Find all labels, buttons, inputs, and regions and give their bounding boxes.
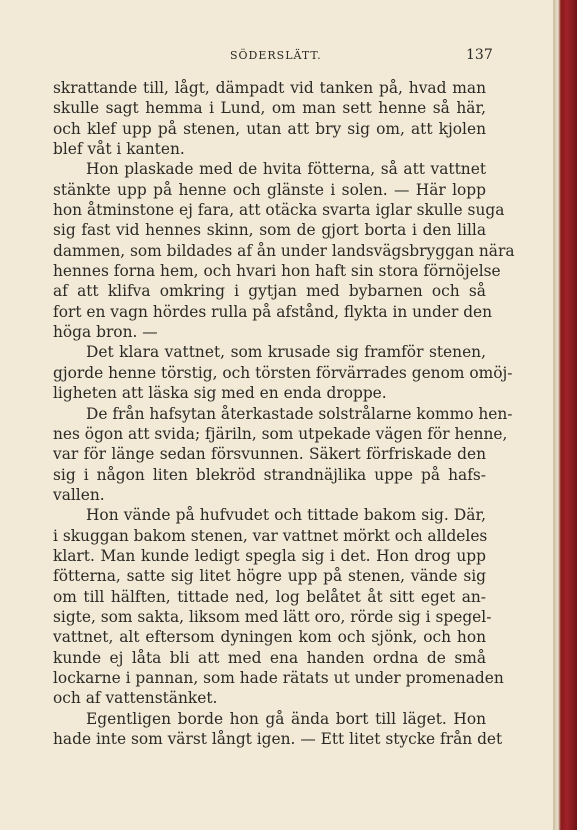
- text-line: var för länge sedan försvunnen. Säkert förfriskade den: [53, 445, 486, 464]
- text-line: af att klifva omkring i gytjan med bybarnen och så: [53, 282, 486, 301]
- text-line: stänkte upp på henne och glänste i solen. — Här lopp: [53, 180, 486, 199]
- body-text: [53, 78, 515, 749]
- page-number: 137: [466, 47, 493, 63]
- text-line: hon åtminstone ej fara, att otäcka svarta iglar skulle suga: [53, 201, 505, 220]
- running-head: SÖDERSLÄTT.: [230, 49, 322, 62]
- text-line: och af vattenstänket.: [53, 689, 218, 708]
- text-line: kunde ej låta bli att med ena handen ordna de små: [53, 648, 486, 667]
- text-line: hennes forna hem, och hvari hon haft sin stora förnöjelse: [53, 262, 501, 281]
- text-line: fort en vagn hördes rulla på afstånd, flykta in under den: [53, 302, 493, 321]
- text-line: höga bron. —: [53, 323, 158, 342]
- text-line: Det klara vattnet, som krusade sig framför stenen,: [86, 343, 486, 362]
- text-line: De från hafsytan återkastade solstrålarne kommo hen-: [86, 404, 513, 423]
- text-line: skrattande till, lågt, dämpadt vid tanken på, hvad man: [53, 79, 486, 97]
- text-line: hade inte som värst långt igen. — Ett litet stycke från det: [53, 730, 503, 748]
- book-binding: [555, 0, 577, 830]
- text-line: gjorde henne törstig, och törsten förvärrades genom omöj-: [53, 363, 513, 382]
- text-line: Hon plaskade med de hvita fötterna, så att vattnet: [86, 160, 486, 179]
- text-line: dammen, som bildades af ån under landsvägsbryggan nära: [53, 241, 515, 260]
- text-line: klart. Man kunde ledigt spegla sig i det. Hon drog upp: [53, 546, 486, 565]
- text-line: vattnet, alt eftersom dyningen kom och sjönk, och hon: [53, 628, 486, 647]
- text-line: sig fast vid hennes skinn, som de gjort borta i den lilla: [53, 221, 486, 240]
- text-line: om till hälften, tittade ned, log belåtet åt sitt eget an-: [53, 587, 486, 606]
- text-line: och klef upp på stenen, utan att bry sig om, att kjolen: [53, 119, 486, 138]
- text-line: i skuggan bakom stenen, var vattnet mörkt och alldeles: [53, 526, 488, 545]
- text-line: nes ögon att svida; fjäriln, som utpekade vägen för henne,: [53, 424, 508, 443]
- page-header: [0, 49, 555, 65]
- text-line: sigte, som sakta, liksom med lätt oro, rörde sig i spegel-: [53, 607, 492, 626]
- text-line: blef våt i kanten.: [53, 140, 185, 159]
- text-line: Egentligen borde hon gå ända bort till läget. Hon: [86, 709, 486, 728]
- text-line: lockarne i pannan, som hade rätats ut under promenaden: [53, 668, 504, 687]
- text-line: vallen.: [53, 485, 105, 504]
- text-line: Hon vände på hufvudet och tittade bakom sig. Där,: [86, 506, 486, 525]
- text-line: fötterna, satte sig litet högre upp på stenen, vände sig: [53, 567, 486, 586]
- text-line: ligheten att läska sig med en enda droppe.: [53, 384, 387, 403]
- text-line: skulle sagt hemma i Lund, om man sett henne så här,: [53, 99, 486, 118]
- text-line: sig i någon liten blekröd strandnäjlika uppe på hafs-: [53, 465, 486, 484]
